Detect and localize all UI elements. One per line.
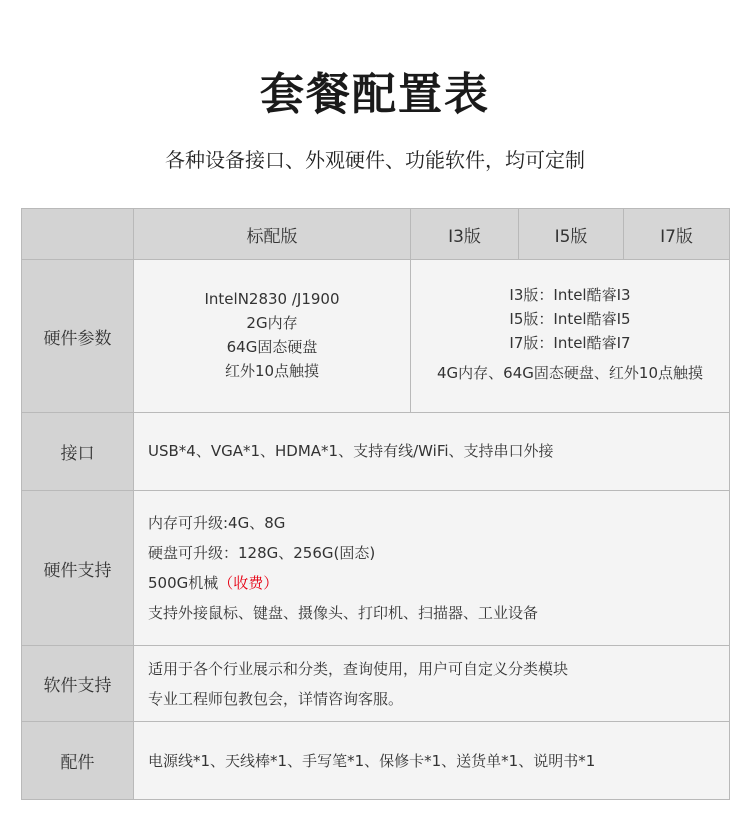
col-header-i3: [411, 209, 518, 259]
list-item: 4G内存、64G固态硬盘、红外10点触摸: [437, 364, 703, 382]
row-label-accessories: 配件: [60, 753, 95, 773]
col-header-standard: [134, 209, 410, 259]
paid-note: （收费）: [218, 574, 279, 592]
col-header-i5-label: I5版: [554, 226, 588, 247]
list-item: I3版：Intel酷睿I3: [509, 286, 631, 304]
row-header-software-support: [22, 646, 133, 721]
page-subtitle: 各种设备接口、外观硬件、功能软件，均可定制: [165, 148, 585, 172]
col-header-i7-label: I7版: [660, 226, 693, 247]
hardware-support-list: [148, 508, 718, 628]
list-item: 红外10点触摸: [224, 362, 320, 380]
interface-text: USB*4、VGA*1、HDMA*1、支持有线/WiFi、支持串口外接: [148, 442, 554, 460]
accessories-text: 电源线*1、天线棒*1、手写笔*1、保修卡*1、送货单*1、说明书*1: [148, 752, 596, 770]
list-item: IntelN2830 /J1900: [204, 290, 340, 308]
software-support-list: [148, 654, 718, 714]
row-label-software-support: 软件支持: [43, 676, 112, 696]
col-header-i5: [519, 209, 623, 259]
hardware-params-standard: [134, 287, 410, 383]
col-header-i7: [624, 209, 729, 259]
list-item: 支持外接鼠标、键盘、摄像头、打印机、扫描器、工业设备: [148, 604, 539, 622]
config-table: [21, 208, 730, 800]
row-label-interface: 接口: [60, 444, 95, 464]
list-item: 内存可升级:4G、8G: [148, 514, 286, 532]
row-label-hardware-params: 硬件参数: [43, 328, 112, 349]
col-header-standard-label: 标配版: [246, 226, 298, 247]
row-header-hardware-params: [22, 260, 133, 412]
col-header-i3-label: I3版: [448, 226, 481, 247]
row-header-interface: [22, 413, 133, 490]
list-item: 2G内存: [246, 314, 298, 332]
list-item: I5版：Intel酷睿I5: [509, 310, 631, 328]
list-item: 适用于各个行业展示和分类，查询使用，用户可自定义分类模块: [148, 660, 569, 678]
row-header-hardware-support: [22, 491, 133, 645]
row-label-hardware-support: 硬件支持: [43, 560, 112, 581]
list-item: 64G固态硬盘: [226, 338, 318, 356]
list-item: 硬盘可升级：128G、256G(固态): [148, 544, 376, 562]
list-item: 专业工程师包教包会，详情咨询客服。: [148, 690, 404, 708]
list-item: I7版：Intel酷睿I7: [509, 334, 631, 352]
page-title: 套餐配置表: [260, 69, 490, 120]
row-header-accessories: [22, 722, 133, 799]
hardware-params-upgraded: [411, 283, 729, 385]
table-corner: [22, 209, 133, 259]
list-item: [148, 568, 718, 598]
hardware-support-item-text: 500G机械: [148, 574, 219, 592]
